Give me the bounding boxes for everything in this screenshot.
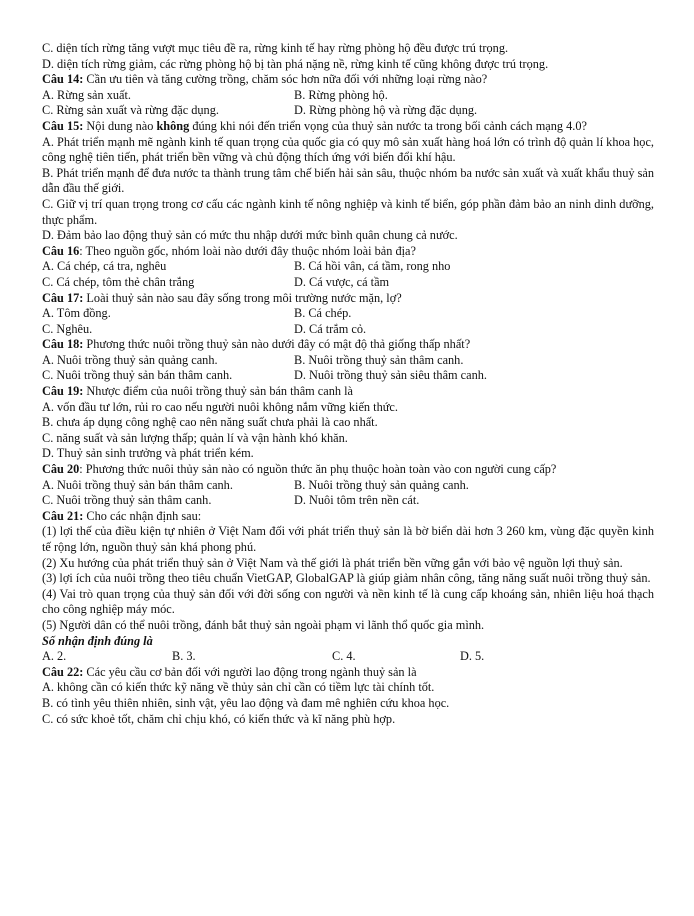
question-text: Cần ưu tiên và tăng cường trồng, chăm sóc hơn nữa đối với những loại rừng nào? — [83, 72, 488, 87]
question-number: Câu 20 — [42, 462, 80, 477]
question-text: : Theo nguồn gốc, nhóm loài nào dưới đây thuộc nhóm loài bản địa? — [79, 243, 416, 258]
options-row — [42, 368, 654, 384]
option-b: B. Nuôi trồng thuỷ sản thâm canh. — [294, 352, 464, 367]
option-d: D. 5. — [460, 649, 485, 664]
options-row — [42, 259, 654, 275]
option-a: A. Cá chép, cá tra, nghêu — [42, 259, 167, 274]
option-b: B. Cá chép. — [294, 306, 352, 321]
option-d: D. Cá trắm cỏ. — [294, 321, 367, 336]
option-d: D. Đảm bảo lao động thuỷ sản có mức thu nhập dưới mức bình quân chung cả nước. — [42, 228, 458, 243]
question-number: Câu 22: — [42, 664, 84, 679]
option-a: A. không cần có kiến thức kỹ năng về thủy sản chỉ cần có tiềm lực tài chính tốt. — [42, 680, 435, 695]
question-16 — [42, 244, 654, 260]
question-number: Câu 14: — [42, 72, 84, 87]
option-a: A. vốn đầu tư lớn, rủi ro cao nếu người nuôi không nắm vững kiến thức. — [42, 399, 398, 414]
question-text: Nhược điểm của nuôi trồng thuỷ sản bán thâm canh là — [83, 384, 353, 399]
question-number: Câu 19: — [42, 384, 84, 399]
option-d: D. Thuỷ sản sinh trưởng và phát triển kém. — [42, 446, 254, 461]
option-d: D. Nuôi tôm trên nền cát. — [294, 493, 420, 508]
option-d: D. Cá vược, cá tầm — [294, 274, 390, 289]
question-number: Câu 21: — [42, 508, 84, 523]
question-number: Câu 17: — [42, 290, 84, 305]
option-b: B. Cá hồi vân, cá tầm, rong nho — [294, 259, 451, 274]
exam-content — [42, 41, 654, 727]
option-a: A. Nuôi trồng thuỷ sản bán thâm canh. — [42, 477, 233, 492]
question-number: Câu 15: — [42, 118, 84, 133]
question-22 — [42, 665, 654, 681]
keyword-khong: không — [156, 118, 190, 133]
question-text: : Phương thức nuôi thủy sản nào có nguồn thức ăn phụ thuộc hoàn toàn vào con người cung cấp? — [79, 462, 557, 477]
statement-1: (1) lợi thế của điều kiện tự nhiên ở Việt Nam đối với phát triển thuỷ sản là bờ biển dài hơn 3 260 km, vùng đặc quyền kinh tế rộng lớn, nguồn thuỷ sản khá phong phú. — [42, 524, 654, 554]
option-b: B. Phát triển mạnh để đưa nước ta thành trung tâm chế biến hải sản sâu, thuộc nhóm ba nước sản xuất và xuất khẩu thuỷ sản dẫn đầu thế giới. — [42, 165, 654, 196]
question-text: Loài thuỷ sản nào sau đây sống trong môi trường nước mặn, lợ? — [83, 290, 402, 305]
option-a: A. Phát triển mạnh mẽ ngành kinh tế quan trọng của quốc gia có quy mô sản xuất hàng hoá lớn có trình độ quản lí khoa học, công nghệ tiên tiến, phát triển bền vững và chủ động thích ứng với biến đổi khí hậu. — [42, 134, 654, 165]
statement-4: (4) Vai trò quan trọng của thuỷ sản đối với đời sống con người và nền kinh tế là cung cấp khoáng sản, nhiên liệu hoá thạch cho công nghiệp máy móc. — [42, 586, 654, 617]
options-row — [42, 493, 654, 509]
option-a: A. Nuôi trồng thuỷ sản quảng canh. — [42, 352, 218, 367]
options-row — [42, 306, 654, 322]
question-text: Phương thức nuôi trồng thuỷ sản nào dưới đây có mật độ thả giống thấp nhất? — [83, 337, 471, 352]
question-prompt: Số nhận định đúng là — [42, 633, 153, 648]
options-row — [42, 478, 654, 494]
option-d-q13: D. diện tích rừng giảm, các rừng phòng hộ bị tàn phá nặng nề, rừng kinh tế cũng không được trú trọng. — [42, 56, 549, 71]
option-a: A. Rừng sản xuất. — [42, 87, 131, 102]
option-c: C. Nuôi trồng thuỷ sản bán thâm canh. — [42, 368, 233, 383]
options-row — [42, 649, 654, 665]
question-14 — [42, 72, 654, 88]
options-row — [42, 353, 654, 369]
statement-3: (3) lợi ích của nuôi trồng theo tiêu chuẩn VietGAP, GlobalGAP là giúp giảm nhân công, tăng năng suất nuôi trồng thuỷ sản. — [42, 571, 651, 586]
option-a: A. 2. — [42, 649, 67, 664]
option-a: A. Tôm đồng. — [42, 306, 111, 321]
statement-2: (2) Xu hướng của phát triển thuỷ sản ở Việt Nam và thế giới là phát triển bền vững gắn với bảo vệ nguồn lợi thuỷ sản. — [42, 555, 623, 570]
question-text: Cho các nhận định sau: — [83, 508, 202, 523]
option-b: B. 3. — [172, 649, 196, 664]
question-text: Các yêu cầu cơ bản đối với người lao động trong ngành thuỷ sản là — [83, 664, 417, 679]
options-row — [42, 103, 654, 119]
option-c: C. Nghêu. — [42, 321, 93, 336]
question-21 — [42, 509, 654, 525]
question-number: Câu 16 — [42, 243, 80, 258]
option-c-q13: C. diện tích rừng tăng vượt mục tiêu đề ra, rừng kinh tế hay rừng phòng hộ đều được trú trọng. — [42, 41, 509, 55]
option-d: D. Nuôi trồng thuỷ sản siêu thâm canh. — [294, 368, 487, 383]
question-number: Câu 18: — [42, 337, 84, 352]
question-17 — [42, 291, 654, 307]
question-text-rest: đúng khi nói đến triển vọng của thuỷ sản nước ta trong bối cảnh cách mạng 4.0? — [189, 118, 587, 133]
options-row — [42, 88, 654, 104]
option-c: C. năng suất và sản lượng thấp; quản lí và vận hành khó khăn. — [42, 430, 348, 445]
option-d: D. Rừng phòng hộ và rừng đặc dụng. — [294, 103, 478, 118]
question-20 — [42, 462, 654, 478]
question-18 — [42, 337, 654, 353]
option-b: B. có tình yêu thiên nhiên, sinh vật, yêu lao động và đam mê nghiên cứu khoa học. — [42, 695, 450, 710]
option-c: C. có sức khoẻ tốt, chăm chỉ chịu khó, có kiến thức và kĩ năng phù hợp. — [42, 711, 396, 726]
question-19 — [42, 384, 654, 400]
options-row — [42, 275, 654, 291]
question-text: Nội dung nào — [83, 118, 157, 133]
option-c: C. Rừng sản xuất và rừng đặc dụng. — [42, 103, 219, 118]
option-b: B. Rừng phòng hộ. — [294, 87, 388, 102]
option-b: B. chưa áp dụng công nghệ cao nên năng suất chưa phải là cao nhất. — [42, 415, 378, 430]
option-b: B. Nuôi trồng thuỷ sản quảng canh. — [294, 477, 469, 492]
option-c: C. Cá chép, tôm thẻ chân trắng — [42, 274, 195, 289]
question-15 — [42, 119, 654, 135]
options-row — [42, 322, 654, 338]
option-c: C. 4. — [332, 649, 356, 664]
statement-5: (5) Người dân có thể nuôi trồng, đánh bắt thuỷ sản ngoài phạm vi lãnh thổ quốc gia mình. — [42, 617, 485, 632]
option-c: C. Giữ vị trí quan trọng trong cơ cấu các ngành kinh tế nông nghiệp và kinh tế biển, góp phần đảm bảo an ninh dinh dưỡng, thực phẩm. — [42, 196, 654, 227]
option-c: C. Nuôi trồng thuỷ sản thâm canh. — [42, 493, 212, 508]
